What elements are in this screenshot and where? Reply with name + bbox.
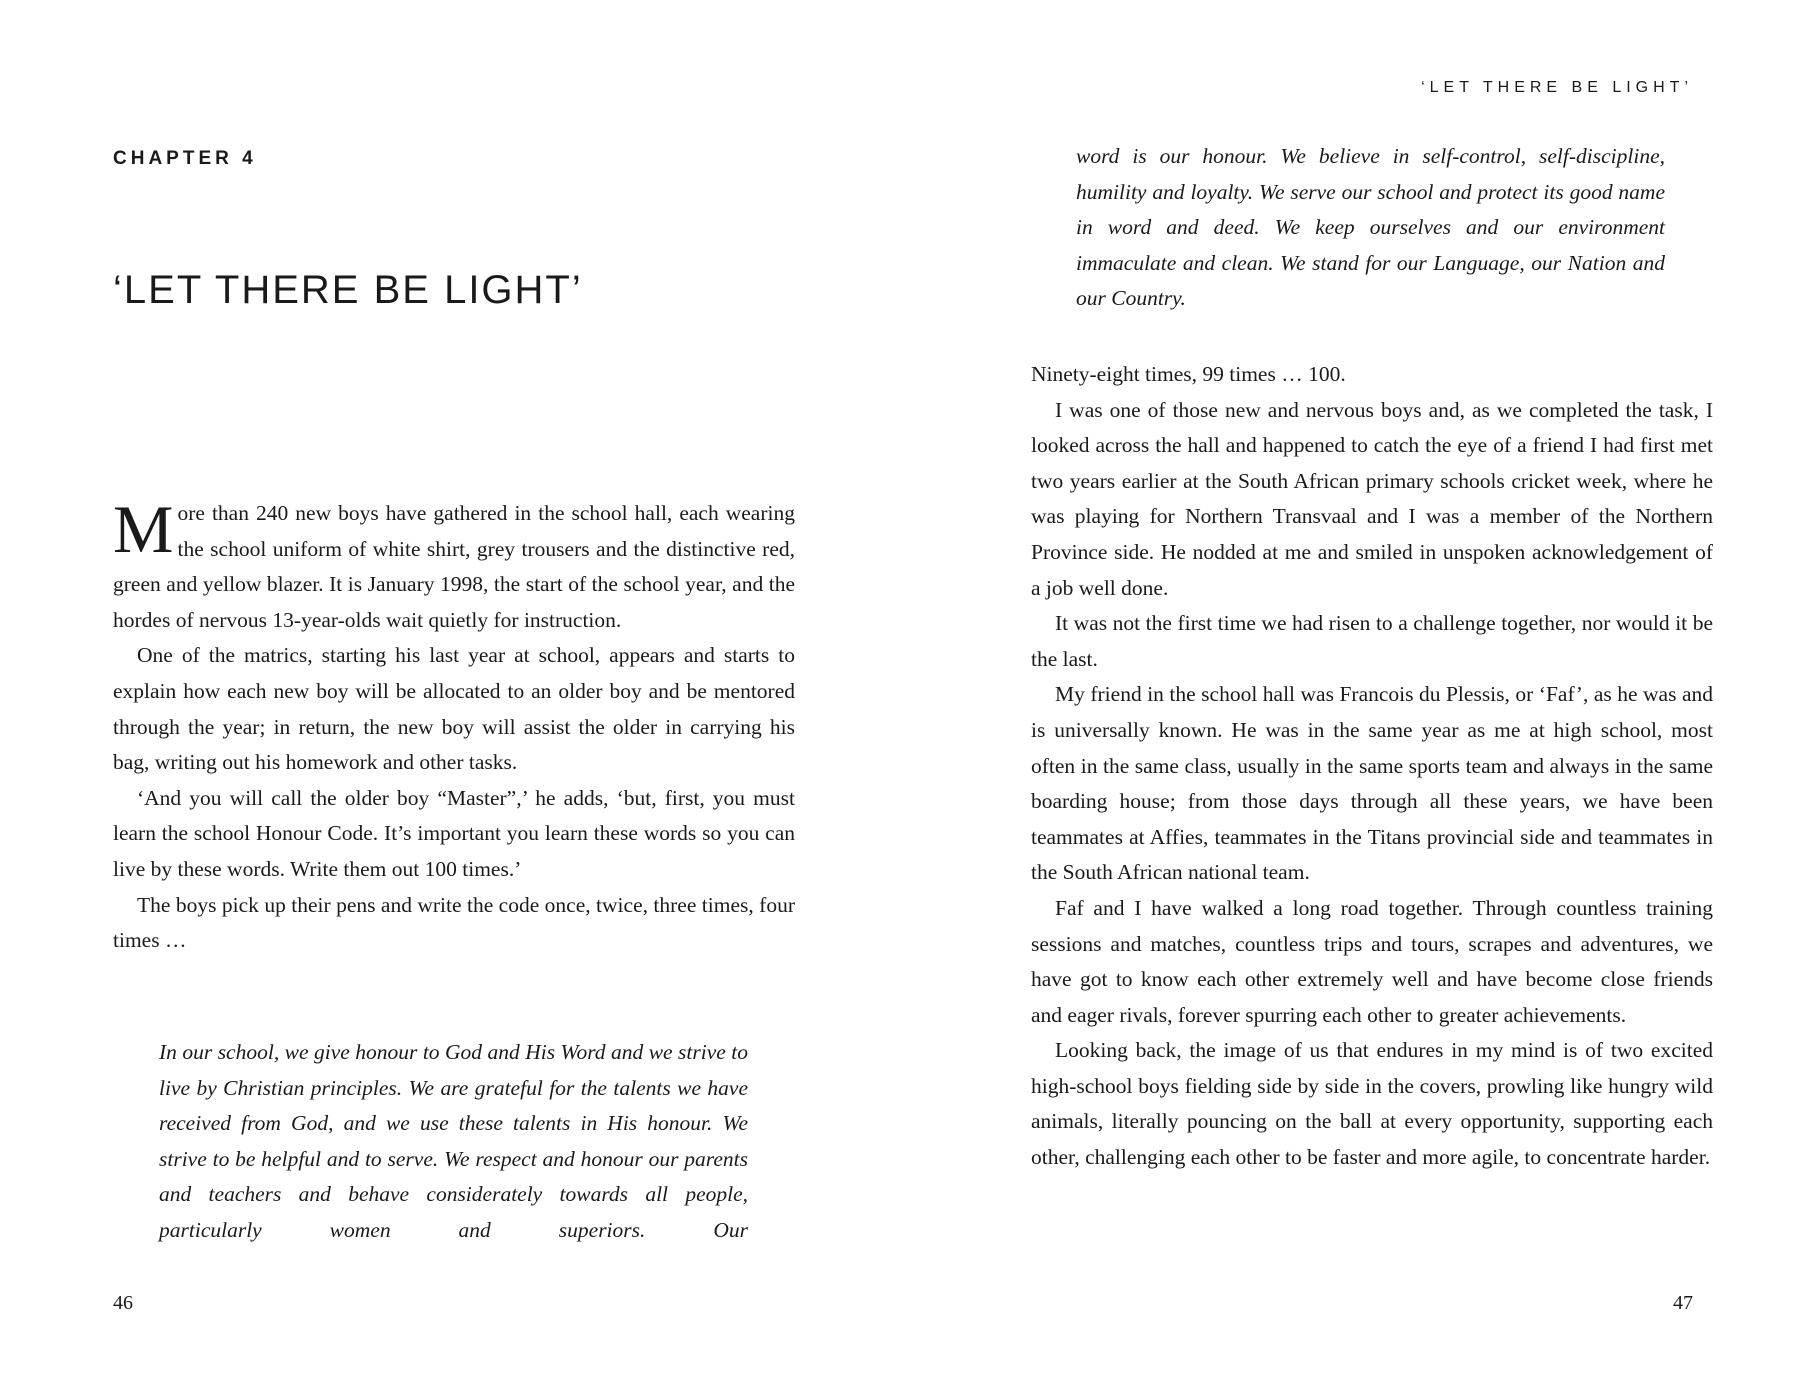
right-body-text [1031, 357, 1713, 1176]
body-paragraph: ‘And you will call the older boy “Master”,’ he adds, ‘but, first, you must learn the school Honour Code. It’s important you learn these words so you can live by these words. Write them out 100 times.’ [113, 785, 795, 881]
body-paragraph: Looking back, the image of us that endures in my mind is of two excited high-school boys fielding side by side in the covers, prowling like hungry wild animals, literally pouncing on the ball at every opportunity, supporting each other, challenging each other to be faster and more agile, to concentrate harder. [1031, 1038, 1713, 1170]
honour-code-quote-continued-text: word is our honour. We believe in self-control, self-discipline, humility and loyalty. We serve our school and protect its good name in word and deed. We keep ourselves and our environment immaculate and clean. We stand for our Language, our Nation and our Country. [1076, 144, 1665, 311]
opening-paragraph-text: ore than 240 new boys have gathered in the school hall, each wearing the school uniform of white shirt, grey trousers and the distinctive red, green and yellow blazer. It is January 1998, the start of the school year, and the hordes of nervous 13-year-olds wait quietly for instruction. [113, 501, 795, 632]
page-number-left: 46 [113, 1292, 133, 1314]
body-paragraph: One of the matrics, starting his last year at school, appears and starts to explain how each new boy will be allocated to an older boy and be mentored through the year; in return, the new boy will assist the older in carrying his bag, writing out his homework and other tasks. [113, 643, 795, 775]
honour-code-quote-text: In our school, we give honour to God and His Word and we strive to live by Christian principles. We are grateful for the talents we have received from God, and we use these talents in His honour. We strive to be helpful and to serve. We respect and honour our parents and teachers and behave considerately towards all people, particularly women and superiors. Our [159, 1040, 748, 1242]
body-paragraph: Ninety-eight times, 99 times … 100. [1031, 362, 1346, 386]
chapter-title: ‘LET THERE BE LIGHT’ [113, 268, 583, 312]
opening-paragraph [113, 491, 795, 638]
chapter-label: CHAPTER 4 [113, 148, 257, 169]
left-body-text [113, 491, 795, 959]
body-paragraph: Faf and I have walked a long road together. Through countless training sessions and matches, countless trips and tours, scrapes and adventures, we have got to know each other extremely well and have become close friends and eager rivals, forever spurring each other to greater achievements. [1031, 895, 1713, 1027]
body-paragraph: My friend in the school hall was Francois du Plessis, or ‘Faf’, as he was and is universally known. He was in the same year as me at high school, most often in the same class, usually in the same sports team and always in the same boarding house; from those days through all these years, we have been teammates at Affies, teammates in the Titans provincial side and teammates in the South African national team. [1031, 682, 1713, 885]
right-page [903, 0, 1807, 1382]
honour-code-quote [159, 1035, 748, 1249]
page-number-right: 47 [1673, 1292, 1693, 1314]
body-paragraph: It was not the first time we had risen to a challenge together, nor would it be the last. [1031, 611, 1713, 671]
body-paragraph: The boys pick up their pens and write the code once, twice, three times, four times … [113, 892, 795, 953]
body-paragraph: I was one of those new and nervous boys and, as we completed the task, I looked across the hall and happened to catch the eye of a friend I had first met two years earlier at the South African primary schools cricket week, where he was playing for Northern Transvaal and I was a member of the Northern Province side. He nodded at me and smiled in unspoken acknowledgement of a job well done. [1031, 397, 1713, 600]
running-head: ‘LET THERE BE LIGHT’ [1421, 79, 1693, 96]
left-page [0, 0, 903, 1382]
drop-cap: M [113, 491, 174, 567]
honour-code-quote-continued [1076, 139, 1665, 317]
